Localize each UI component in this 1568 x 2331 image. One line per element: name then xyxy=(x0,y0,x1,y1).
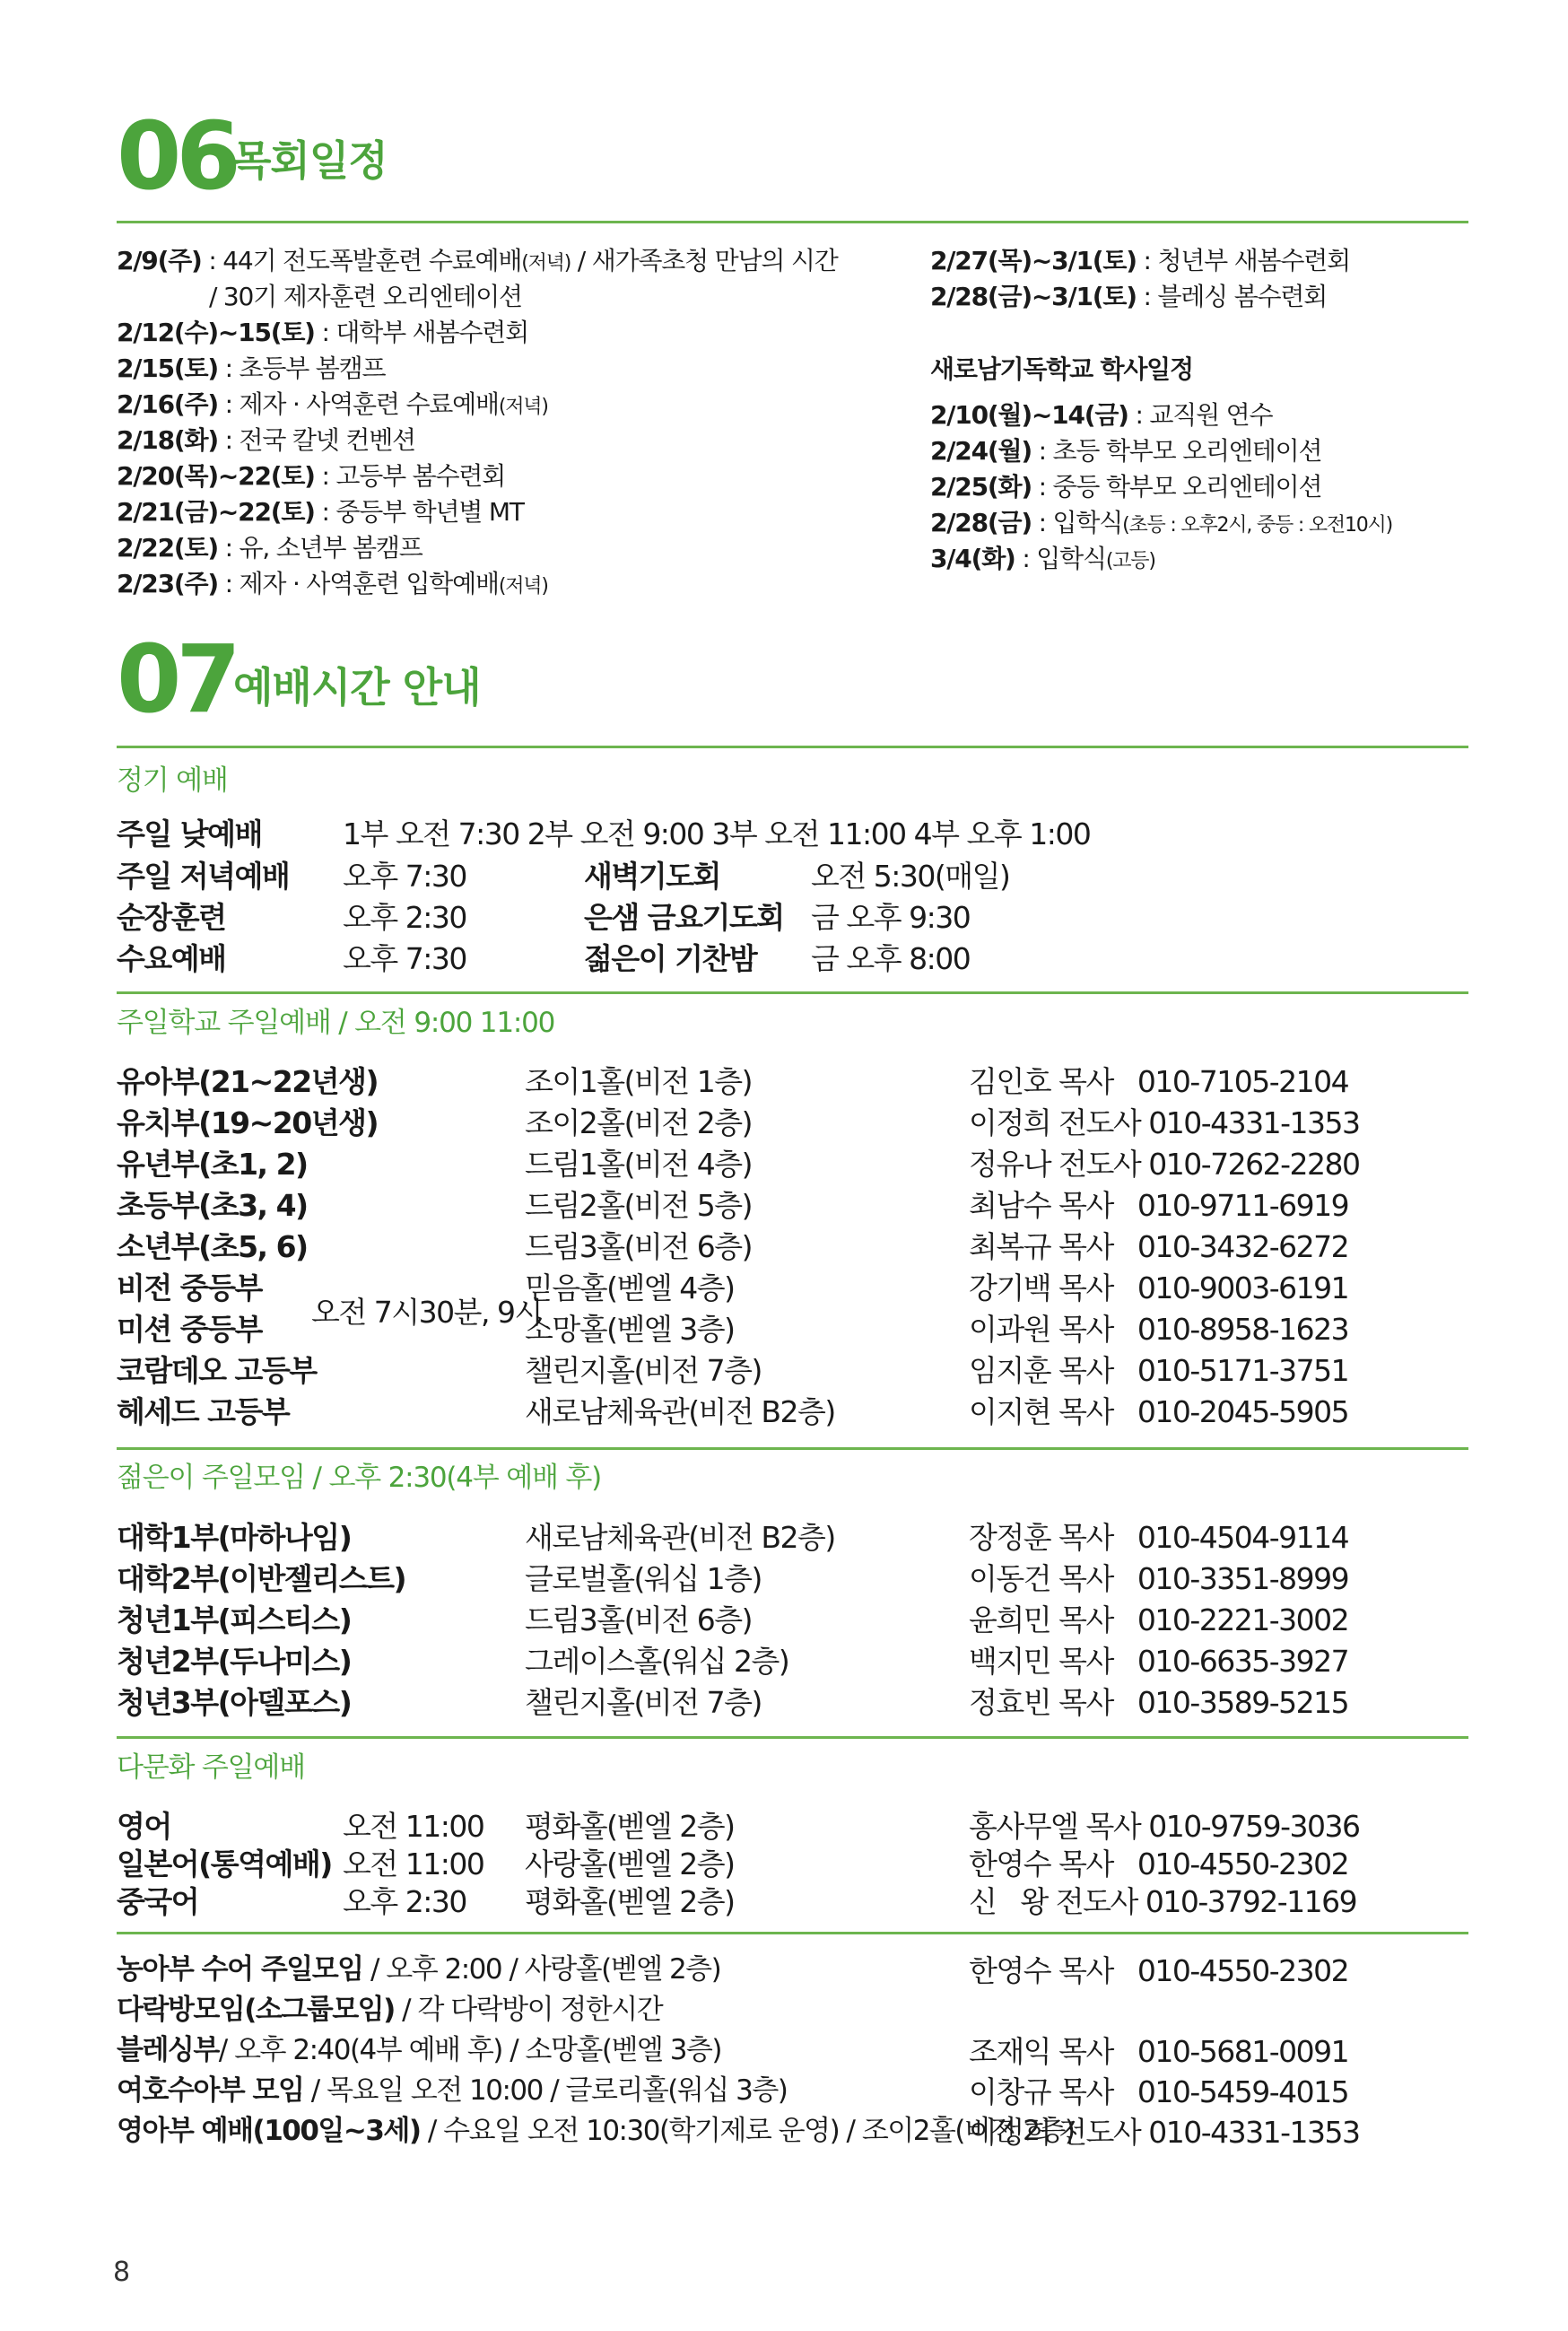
service-place: 평화홀(벧엘 2층) xyxy=(525,1809,735,1844)
youth-group-name: 청년3부(아델포스) xyxy=(117,1685,352,1720)
worship-time: 오후 7:30 xyxy=(343,941,466,976)
schedule-text: : 제자 · 사역훈련 수료예배 xyxy=(217,389,499,419)
schedule-text: : 청년부 새봄수련회 xyxy=(1136,246,1350,275)
department-place: 드림1홀(비전 4층) xyxy=(525,1147,752,1182)
schedule-date: 2/18(화) xyxy=(117,425,218,455)
schedule-text: : 고등부 봄수련회 xyxy=(314,461,506,491)
section-06-number: 06 xyxy=(117,101,236,211)
youth-group-name: 청년1부(피스티스) xyxy=(117,1602,352,1637)
language-service: 일본어(통역예배) xyxy=(117,1846,332,1881)
sunday-school-header: 주일학교 주일예배 / 오전 9:00 11:00 xyxy=(117,1007,555,1039)
worship-label: 수요예배 xyxy=(117,941,226,976)
service-time: 오후 2:30 xyxy=(343,1884,466,1919)
youth-group-place: 드림3홀(비전 6층) xyxy=(525,1602,752,1637)
schedule-item xyxy=(117,389,548,419)
department-contact: 최남수 목사 010-9711-6919 xyxy=(969,1188,1349,1223)
department-name: 유아부(21~22년생) xyxy=(117,1064,379,1099)
rule-1 xyxy=(117,991,1468,994)
schedule-note: (저녁) xyxy=(498,575,548,598)
schedule-date: 2/10(월)~14(금) xyxy=(930,400,1128,430)
meeting-name: 영아부 예배(100일~3세) xyxy=(117,2115,421,2147)
schedule-item xyxy=(930,284,1327,310)
section-06-title: 목회일정 xyxy=(231,136,388,185)
meeting-name: 여호수아부 모임 xyxy=(117,2074,304,2107)
schedule-date: 2/25(화) xyxy=(930,472,1032,502)
worship-time: 오후 2:30 xyxy=(343,900,466,935)
schedule-text: : 44기 전도폭발훈련 수료예배 xyxy=(201,246,522,275)
school-schedule-item xyxy=(930,436,1322,466)
schedule-item xyxy=(117,497,524,527)
department-place: 드림2홀(비전 5층) xyxy=(525,1188,752,1223)
sunday-day-worship-label: 주일 낮예배 xyxy=(117,816,262,851)
youth-group-contact: 윤희민 목사 010-2221-3002 xyxy=(969,1602,1349,1637)
rule-3 xyxy=(117,1736,1468,1739)
youth-group-name: 대학2부(이반젤리스트) xyxy=(117,1561,406,1596)
meeting-item xyxy=(117,1996,662,2024)
worship-label: 순장훈련 xyxy=(117,900,226,935)
schedule-date: 2/27(목)~3/1(토) xyxy=(930,246,1137,275)
youth-group-place: 그레이스홀(워십 2층) xyxy=(525,1644,789,1679)
schedule-text-more: / 새가족초청 만남의 시간 xyxy=(571,246,838,275)
section-06-rule xyxy=(117,221,1468,223)
service-contact: 홍사무엘 목사 010-9759-3036 xyxy=(969,1809,1360,1844)
youth-group-contact: 정효빈 목사 010-3589-5215 xyxy=(969,1685,1349,1720)
schedule-item xyxy=(209,284,522,310)
service-contact: 신 왕 전도사 010-3792-1169 xyxy=(969,1884,1357,1919)
meeting-detail: / 오후 2:00 / 사랑홀(벧엘 2층) xyxy=(362,1953,721,1986)
page-number: 8 xyxy=(113,2257,131,2288)
meeting-detail: / 각 다락방이 정한시간 xyxy=(394,1994,663,2026)
school-schedule-item xyxy=(930,546,1155,572)
secondary-shared-time: 오전 7시30분, 9시 xyxy=(311,1295,542,1330)
worship-time: 금 오후 9:30 xyxy=(811,900,971,935)
school-schedule-item xyxy=(930,472,1322,502)
department-place: 챌린지홀(비전 7층) xyxy=(525,1353,762,1388)
schedule-note: (저녁) xyxy=(498,396,548,418)
youth-group-contact: 장정훈 목사 010-4504-9114 xyxy=(969,1520,1349,1555)
meeting-detail: / 수요일 오전 10:30(학기제로 운영) / 조이2홀(비전 2층) xyxy=(420,2115,1075,2147)
service-time: 오전 11:00 xyxy=(343,1846,484,1881)
schedule-text: : 전국 칼넷 컨벤션 xyxy=(217,425,415,455)
schedule-date: 2/28(금) xyxy=(930,508,1032,537)
worship-label: 새벽기도회 xyxy=(584,859,720,894)
department-contact: 이과원 목사 010-8958-1623 xyxy=(969,1312,1349,1347)
youth-header: 젊은이 주일모임 / 오후 2:30(4부 예배 후) xyxy=(117,1462,602,1494)
schedule-date: 2/28(금)~3/1(토) xyxy=(930,282,1137,311)
youth-group-contact: 백지민 목사 010-6635-3927 xyxy=(969,1644,1349,1679)
department-name: 비전 중등부 xyxy=(117,1270,262,1305)
schedule-date: 2/9(주) xyxy=(117,246,202,275)
schedule-text: : 유, 소년부 봄캠프 xyxy=(217,533,422,563)
schedule-text: / 30기 제자훈련 오리엔테이션 xyxy=(209,282,522,311)
department-name: 코람데오 고등부 xyxy=(117,1353,317,1388)
schedule-text: : 대학부 새봄수련회 xyxy=(314,318,528,347)
rule-4 xyxy=(117,1932,1468,1934)
department-name: 초등부(초3, 4) xyxy=(117,1188,308,1223)
schedule-text: : 중등부 학년별 MT xyxy=(314,497,524,527)
schedule-text: : 제자 · 사역훈련 입학예배 xyxy=(217,569,499,598)
department-name: 유년부(초1, 2) xyxy=(117,1147,308,1182)
department-name: 미션 중등부 xyxy=(117,1312,262,1347)
schedule-text: : 입학식 xyxy=(1015,544,1106,573)
schedule-item xyxy=(117,569,548,598)
meeting-detail: / 목요일 오전 10:00 / 글로리홀(워십 3층) xyxy=(303,2074,788,2107)
multicultural-header: 다문화 주일예배 xyxy=(117,1751,305,1784)
worship-time: 오후 7:30 xyxy=(343,859,466,894)
department-name: 소년부(초5, 6) xyxy=(117,1229,308,1264)
schedule-text: : 초등 학부모 오리엔테이션 xyxy=(1031,436,1322,466)
department-contact: 이지현 목사 010-2045-5905 xyxy=(969,1394,1349,1429)
rule-2 xyxy=(117,1447,1468,1450)
schedule-text: : 중등 학부모 오리엔테이션 xyxy=(1031,472,1322,502)
youth-group-place: 새로남체육관(비전 B2층) xyxy=(525,1520,835,1555)
department-contact: 강기백 목사 010-9003-6191 xyxy=(969,1270,1349,1305)
department-contact: 이정희 전도사 010-4331-1353 xyxy=(969,1105,1360,1140)
schedule-note: (고등) xyxy=(1105,550,1155,572)
schedule-date: 2/20(목)~22(토) xyxy=(117,461,315,491)
schedule-date: 2/16(주) xyxy=(117,389,218,419)
department-contact: 김인호 목사 010-7105-2104 xyxy=(969,1064,1349,1099)
worship-time: 금 오후 8:00 xyxy=(811,941,971,976)
department-place: 조이2홀(비전 2층) xyxy=(525,1105,752,1140)
schedule-date: 2/15(토) xyxy=(117,354,218,383)
worship-time: 오전 5:30(매일) xyxy=(811,859,1010,894)
schedule-date: 2/22(토) xyxy=(117,533,218,563)
schedule-date: 2/21(금)~22(토) xyxy=(117,497,315,527)
service-place: 평화홀(벧엘 2층) xyxy=(525,1884,735,1919)
schedule-date: 2/23(주) xyxy=(117,569,218,598)
meeting-item xyxy=(117,2074,788,2107)
meeting-contact: 이정희 전도사 010-4331-1353 xyxy=(969,2115,1360,2150)
schedule-item xyxy=(117,320,528,345)
sunday-day-worship-times: 1부 오전 7:30 2부 오전 9:00 3부 오전 11:00 4부 오후 1:00 xyxy=(343,816,1091,851)
department-place: 조이1홀(비전 1층) xyxy=(525,1064,752,1099)
department-contact: 임지훈 목사 010-5171-3751 xyxy=(969,1353,1349,1388)
schedule-item xyxy=(117,533,422,563)
school-schedule-item xyxy=(930,508,1392,537)
worship-label: 은샘 금요기도회 xyxy=(584,900,784,935)
language-service: 영어 xyxy=(117,1809,171,1844)
youth-group-place: 글로벌홀(워십 1층) xyxy=(525,1561,762,1596)
department-contact: 최복규 목사 010-3432-6272 xyxy=(969,1229,1349,1264)
youth-group-place: 챌린지홀(비전 7층) xyxy=(525,1685,762,1720)
meeting-contact: 조재익 목사 010-5681-0091 xyxy=(969,2034,1349,2069)
school-schedule-title: 새로남기독학교 학사일정 xyxy=(930,354,1193,384)
department-place: 드림3홀(비전 6층) xyxy=(525,1229,752,1264)
schedule-note: (초등 : 오후2시, 중등 : 오전10시) xyxy=(1122,514,1392,537)
department-place: 소망홀(벧엘 3층) xyxy=(525,1312,735,1347)
schedule-date: 2/24(월) xyxy=(930,436,1032,466)
worship-label: 주일 저녁예배 xyxy=(117,859,290,894)
language-service: 중국어 xyxy=(117,1884,199,1919)
schedule-note: (저녁) xyxy=(521,252,571,275)
meeting-contact: 이창규 목사 010-5459-4015 xyxy=(969,2074,1349,2109)
service-time: 오전 11:00 xyxy=(343,1809,484,1844)
section-07-title: 예배시간 안내 xyxy=(233,663,481,712)
meeting-contact: 한영수 목사 010-4550-2302 xyxy=(969,1953,1349,1988)
meeting-item xyxy=(117,2034,721,2066)
section-07-number: 07 xyxy=(117,624,236,734)
schedule-text: : 교직원 연수 xyxy=(1128,400,1273,430)
meeting-name: 다락방모임(소그룹모임) xyxy=(117,1994,395,2026)
department-name: 헤세드 고등부 xyxy=(117,1394,290,1429)
school-schedule-item xyxy=(930,400,1273,430)
department-place: 믿음홀(벧엘 4층) xyxy=(525,1270,735,1305)
meeting-detail: / 오후 2:40(4부 예배 후) / 소망홀(벧엘 3층) xyxy=(218,2034,721,2066)
regular-worship-header: 정기 예배 xyxy=(117,764,228,797)
schedule-text: : 입학식 xyxy=(1031,508,1123,537)
service-place: 사랑홀(벧엘 2층) xyxy=(525,1846,735,1881)
meeting-name: 농아부 수어 주일모임 xyxy=(117,1953,363,1986)
youth-group-contact: 이동건 목사 010-3351-8999 xyxy=(969,1561,1349,1596)
schedule-date: 2/12(수)~15(토) xyxy=(117,318,315,347)
schedule-item xyxy=(117,356,385,381)
youth-group-name: 청년2부(두나미스) xyxy=(117,1644,352,1679)
department-name: 유치부(19~20년생) xyxy=(117,1105,379,1140)
schedule-item xyxy=(930,246,1350,275)
meeting-item xyxy=(117,2117,1074,2145)
schedule-item xyxy=(117,246,838,275)
worship-label: 젊은이 기찬밤 xyxy=(584,941,757,976)
service-contact: 한영수 목사 010-4550-2302 xyxy=(969,1846,1349,1881)
youth-group-name: 대학1부(마하나임) xyxy=(117,1520,352,1555)
schedule-text: : 초등부 봄캠프 xyxy=(217,354,386,383)
meeting-item xyxy=(117,1953,721,1986)
section-07-rule xyxy=(117,746,1468,748)
department-place: 새로남체육관(비전 B2층) xyxy=(525,1394,835,1429)
department-contact: 정유나 전도사 010-7262-2280 xyxy=(969,1147,1360,1182)
schedule-date: 3/4(화) xyxy=(930,544,1015,573)
schedule-item xyxy=(117,461,506,491)
schedule-item xyxy=(117,425,415,455)
schedule-text: : 블레싱 봄수련회 xyxy=(1136,282,1328,311)
meeting-name: 블레싱부 xyxy=(117,2034,219,2066)
